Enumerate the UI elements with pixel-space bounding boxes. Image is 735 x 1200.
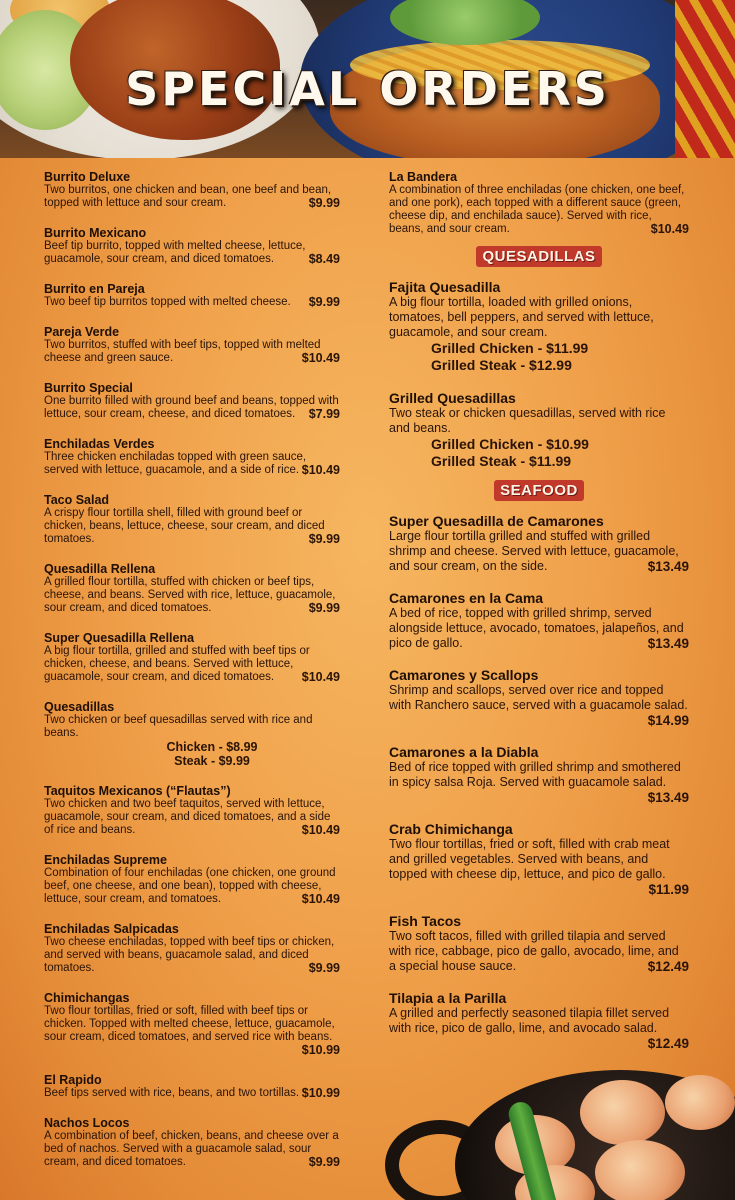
item-description: A bed of rice, topped with grilled shrimp, served alongside lettuce, avocado, tomatoes, jalapeños, and pico de gallo. bbox=[389, 606, 684, 650]
item-name: El Rapido bbox=[44, 1073, 102, 1087]
menu-item bbox=[44, 1116, 340, 1169]
item-variant: Chicken - $8.99 bbox=[166, 740, 258, 754]
item-name: Burrito Special bbox=[44, 381, 133, 395]
item-price: $10.49 bbox=[301, 823, 340, 837]
item-price: $7.99 bbox=[308, 407, 340, 421]
item-name: La Bandera bbox=[389, 170, 458, 184]
menu-item bbox=[389, 913, 689, 974]
menu-item bbox=[389, 990, 689, 1051]
menu-item bbox=[389, 821, 689, 897]
item-description: A big flour tortilla, loaded with grilled onions, tomatoes, bell peppers, and served with lettuce, guacamole, and sour cream. bbox=[389, 295, 654, 339]
item-name: Enchiladas Verdes bbox=[44, 437, 155, 451]
item-name: Taquitos Mexicanos (“Flautas”) bbox=[44, 784, 231, 798]
item-name: Fajita Quesadilla bbox=[389, 279, 501, 295]
shrimp-image bbox=[665, 1075, 735, 1130]
item-price: $9.99 bbox=[308, 196, 340, 210]
item-name: Burrito Deluxe bbox=[44, 170, 131, 184]
menu-item bbox=[44, 170, 340, 210]
item-price: $10.49 bbox=[301, 351, 340, 365]
shrimp-skillet-image bbox=[395, 1060, 735, 1200]
item-variant: Grilled Chicken - $10.99 bbox=[431, 436, 589, 452]
item-description: Combination of four enchiladas (one chicken, one ground beef, one cheese, and one bean), topped with cheese, lettuce, sour cream, and tomatoes. bbox=[44, 867, 336, 905]
item-description: Two chicken and two beef taquitos, served with lettuce, guacamole, sour cream, and diced tomatoes, and a side of rice and beans. bbox=[44, 798, 331, 836]
item-name: Chimichangas bbox=[44, 991, 130, 1005]
item-description: Two chicken or beef quesadillas served with rice and beans. bbox=[44, 714, 313, 739]
item-price: $12.49 bbox=[647, 1036, 689, 1051]
menu-item bbox=[44, 700, 340, 768]
item-name: Fish Tacos bbox=[389, 913, 462, 929]
menu-item bbox=[44, 562, 340, 615]
section-heading-label: QUESADILLAS bbox=[476, 246, 601, 267]
item-name: Super Quesadilla de Camarones bbox=[389, 513, 604, 529]
item-name: Enchiladas Salpicadas bbox=[44, 922, 179, 936]
menu-item bbox=[44, 437, 340, 477]
item-description: Two steak or chicken quesadillas, served with rice and beans. bbox=[389, 406, 666, 435]
item-name: Burrito Mexicano bbox=[44, 226, 147, 240]
page-title: SPECIAL ORDERS bbox=[125, 62, 610, 116]
item-description: Bed of rice topped with grilled shrimp and smothered in spicy salsa Roja. Served with guacamole salad. bbox=[389, 760, 681, 789]
section-heading-quesadillas bbox=[389, 246, 689, 267]
item-price: $9.99 bbox=[308, 1155, 340, 1169]
item-description: Large flour tortilla grilled and stuffed with grilled shrimp and cheese. Served with lettuce, guacamole, and sour cream, on the side. bbox=[389, 529, 679, 573]
item-price: $10.99 bbox=[301, 1086, 340, 1100]
item-price: $11.99 bbox=[648, 882, 689, 897]
item-variant: Grilled Steak - $12.99 bbox=[431, 357, 572, 373]
shrimp-image bbox=[580, 1080, 665, 1145]
item-name: Pareja Verde bbox=[44, 325, 120, 339]
item-description: Two soft tacos, filled with grilled tilapia and served with rice, cabbage, pico de gallo, avocado, lime, and a special house sauce. bbox=[389, 929, 679, 973]
menu-item bbox=[389, 590, 689, 651]
section-heading-label: SEAFOOD bbox=[494, 480, 584, 501]
shrimp-image bbox=[595, 1140, 685, 1200]
item-description: A combination of three enchiladas (one chicken, one beef, and one pork), each topped with a different sauce (green, cheese dip, and enchilada sauce). Served with rice, beans, and sour cream. bbox=[389, 184, 685, 235]
right-column bbox=[389, 170, 689, 1051]
item-variant: Grilled Chicken - $11.99 bbox=[431, 340, 589, 356]
item-name: Super Quesadilla Rellena bbox=[44, 631, 195, 645]
item-variant: Grilled Steak - $11.99 bbox=[431, 453, 572, 469]
item-description: One burrito filled with ground beef and beans, topped with lettuce, sour cream, cheese, and diced tomatoes. bbox=[44, 395, 339, 420]
menu-item bbox=[389, 744, 689, 805]
item-description: A grilled and perfectly seasoned tilapia fillet served with rice, pico de gallo, lime, and avocado salad. bbox=[389, 1006, 670, 1035]
item-name: Crab Chimichanga bbox=[389, 821, 513, 837]
item-price: $9.99 bbox=[308, 601, 340, 615]
item-price: $13.49 bbox=[647, 790, 689, 805]
item-description: Two burritos, stuffed with beef tips, topped with melted cheese and green sauce. bbox=[44, 339, 321, 364]
item-description: Two burritos, one chicken and bean, one beef and bean, topped with lettuce and sour cream. bbox=[44, 184, 332, 209]
menu-item bbox=[44, 493, 340, 546]
menu-item bbox=[44, 325, 340, 365]
item-price: $10.49 bbox=[301, 670, 340, 684]
menu-item bbox=[389, 513, 689, 574]
item-name: Nachos Locos bbox=[44, 1116, 130, 1130]
item-description: Three chicken enchiladas topped with green sauce, served with lettuce, guacamole, and a side of rice. bbox=[44, 451, 307, 476]
item-name: Grilled Quesadillas bbox=[389, 390, 516, 406]
item-price: $10.49 bbox=[301, 463, 340, 477]
item-price: $12.49 bbox=[647, 959, 689, 974]
menu-item bbox=[44, 282, 340, 309]
menu-item bbox=[44, 226, 340, 266]
menu-item bbox=[44, 991, 340, 1057]
item-description: Two flour tortillas, fried or soft, filled with crab meat and grilled vegetables. Served with beans, and topped with cheese dip, lettuce, and pico de gallo. bbox=[389, 837, 670, 881]
item-description: Two cheese enchiladas, topped with beef tips or chicken, and served with beans, guacamole salad, and diced tomatoes. bbox=[44, 936, 335, 974]
section-heading-seafood bbox=[389, 480, 689, 501]
item-name: Burrito en Pareja bbox=[44, 282, 145, 296]
menu-item bbox=[389, 667, 689, 728]
item-name: Enchiladas Supreme bbox=[44, 853, 167, 867]
menu-item bbox=[389, 390, 689, 470]
item-price: $8.49 bbox=[308, 252, 340, 266]
item-price: $14.99 bbox=[647, 713, 689, 728]
item-name: Quesadillas bbox=[44, 700, 115, 714]
item-description: A grilled flour tortilla, stuffed with chicken or beef tips, cheese, and beans. Served with rice, lettuce, guacamole, sour cream, and diced tomatoes. bbox=[44, 576, 336, 614]
item-price: $13.49 bbox=[647, 559, 689, 574]
item-price: $9.99 bbox=[308, 295, 340, 309]
item-price: $10.99 bbox=[301, 1043, 340, 1057]
item-price: $10.49 bbox=[650, 222, 689, 236]
menu-item bbox=[44, 631, 340, 684]
item-name: Quesadilla Rellena bbox=[44, 562, 156, 576]
item-description: Two flour tortillas, fried or soft, filled with beef tips or chicken. Topped with melted cheese, lettuce, guacamole, sour cream, diced tomatoes, and served rice with beans. bbox=[44, 1005, 335, 1043]
menu-item bbox=[44, 784, 340, 837]
item-name: Camarones a la Diabla bbox=[389, 744, 539, 760]
menu-item bbox=[389, 279, 689, 374]
header-banner bbox=[0, 0, 735, 158]
item-description: Shrimp and scallops, served over rice and topped with Ranchero sauce, served with a guacamole salad. bbox=[389, 683, 688, 712]
item-price: $13.49 bbox=[647, 636, 689, 651]
item-name: Taco Salad bbox=[44, 493, 110, 507]
item-description: A combination of beef, chicken, beans, and cheese over a bed of nachos. Served with a guacamole salad, sour cream, and diced tomatoes. bbox=[44, 1130, 339, 1168]
item-name: Camarones y Scallops bbox=[389, 667, 539, 683]
item-description: A crispy flour tortilla shell, filled with ground beef or chicken, beans, lettuce, cheese, sour cream, and diced tomatoes. bbox=[44, 507, 325, 545]
item-description: Two beef tip burritos topped with melted cheese. bbox=[44, 296, 291, 308]
menu-item bbox=[44, 853, 340, 906]
item-price: $9.99 bbox=[308, 961, 340, 975]
menu-item bbox=[389, 170, 689, 236]
menu-item bbox=[44, 1073, 340, 1100]
item-variant: Steak - $9.99 bbox=[174, 754, 250, 768]
item-description: A big flour tortilla, grilled and stuffed with beef tips or chicken, cheese, and beans. Served with lettuce, guacamole, sour cream, and diced tomatoes. bbox=[44, 645, 310, 683]
left-column bbox=[44, 170, 340, 1169]
item-description: Beef tip burrito, topped with melted cheese, lettuce, guacamole, sour cream, and diced tomatoes. bbox=[44, 240, 306, 265]
menu-item bbox=[44, 381, 340, 421]
item-price: $10.49 bbox=[301, 892, 340, 906]
item-name: Tilapia a la Parilla bbox=[389, 990, 507, 1006]
menu-item bbox=[44, 922, 340, 975]
item-price: $9.99 bbox=[308, 532, 340, 546]
item-description: Beef tips served with rice, beans, and two tortillas. bbox=[44, 1087, 300, 1099]
item-name: Camarones en la Cama bbox=[389, 590, 544, 606]
